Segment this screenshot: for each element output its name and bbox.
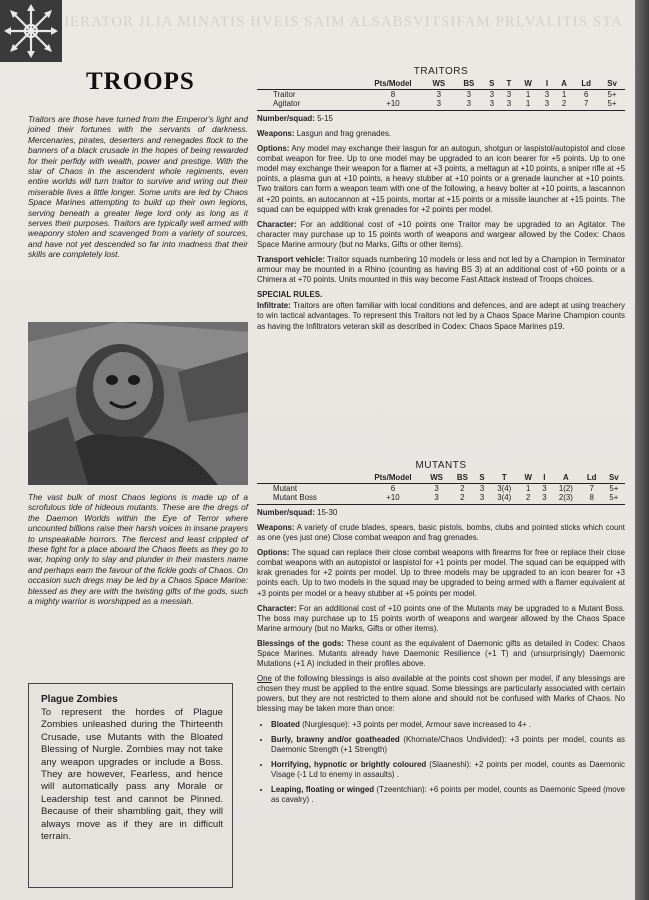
stat-cell: 3 — [542, 483, 547, 493]
stat-cell: 3 — [434, 483, 439, 493]
stat-cell: 3 — [542, 493, 547, 503]
stat-header: Sv — [603, 473, 625, 483]
stat-cell: 5+ — [609, 483, 619, 493]
stat-cell: 2 — [526, 493, 531, 503]
stat-header: S — [475, 473, 490, 483]
chaos-star-icon — [4, 4, 58, 58]
stat-cell: 3 — [434, 493, 439, 503]
traitors-intro-text: Traitors are those have turned from the Emperor's light and joined their fortunes with the servants of darkness. Mercenaries, pirates, deserters and renegades flock to the banners of a black crusade in the hopes of being rewarded for their perfidy with wealth, power and prestige. With the star of Chaos in the ascendent whole regiments, even entire worlds will turn traitor to survive and wring out their miserable lives a little longer. Some units are led by Chaos Space Marines attempting to build up their own legions, serving beneath a greater liege lord only as long as it serves their purposes. Traitors are typically well armed with weaponry stolen and scavenged from a variety of sources, and have not yet descended so far into madness that their skills are completely lost. — [28, 114, 248, 260]
table-row — [257, 89, 625, 99]
plague-zombies-title: Plague Zombies — [41, 694, 118, 705]
stat-header-row — [257, 473, 625, 483]
table-divider — [257, 110, 625, 111]
list-item: • Bloated (Nurglesque): +3 points per model, Armour save increased to 4+ . — [271, 720, 625, 730]
stat-header: Pts/Model — [363, 473, 423, 483]
stat-cell: 5+ — [607, 89, 617, 99]
blessings-list — [257, 720, 625, 806]
stat-header: BS — [455, 79, 483, 89]
stat-header: S — [483, 79, 501, 89]
mutants-title: MUTANTS — [415, 460, 467, 471]
stat-cell: 7 — [583, 99, 589, 109]
stat-header: W — [517, 79, 539, 89]
stat-cell: 8 — [390, 89, 396, 99]
stat-cell: 3 — [506, 99, 512, 109]
stat-header: Ld — [581, 473, 603, 483]
stat-cell: 3 — [466, 89, 472, 99]
mutants-stat-table — [257, 473, 625, 503]
traitors-section — [257, 67, 625, 337]
stat-cell: 1 — [525, 89, 531, 99]
traitors-character: Character: For an additional cost of +10 points one Traitor may be upgraded to an Agitator. The character may purchase up to 15 points worth of weapons and wargear allowed by the Codex: Chaos Space Marine armoury (but no Marks, Gifts or other items). — [257, 219, 625, 249]
stat-cell: 3 — [544, 89, 550, 99]
mutants-intro-text: The vast bulk of most Chaos legions is made up of a scrofulous tide of hideous mutants. These are the dregs of the Daemon Worlds within the Eye of Terror where uncounted billions raise their harsh voices in insane prayers to unspeakable horrors. The fiercest and least crippled of these fight for a place aboard the Chaos fleets as they go to war, hoping only to slay and plunder in their masters name and perhaps earn the favour of the fickle gods of Chaos. On occasion such dregs may be led by a Chaos Space Marine: blessed as they are with the twisting gifts of the gods, such a mighty warrior is worshipped as a messiah. — [28, 492, 249, 607]
plague-zombies-box — [28, 683, 233, 888]
stat-cell: 1 — [561, 89, 567, 99]
stat-cell: 3 — [506, 89, 512, 99]
stat-cell: 3 — [479, 483, 485, 493]
mutants-weapons: Weapons: A variety of crude blades, spears, basic pistols, bombs, clubs and pointed sticks which count as one (yes just one) Close combat weapon and frag grenades. — [257, 522, 625, 543]
background-watermark-text: IERATOR JLIA MINATIS HVEIS SAIM ALSABSVITSIFAM PRLVALITIS STA — [64, 14, 623, 30]
stat-cell: Agitator — [273, 99, 301, 109]
traitors-stat-table — [257, 79, 625, 109]
stat-header-row — [257, 79, 625, 89]
mutants-character: Character: For an additional cost of +10 points one of the Mutants may be upgraded to a Mutant Boss. The boss may purchase up to 15 points worth of weapons and wargear allowed by the Chaos Space Marine armoury (but no Marks, Gifts or other items). — [257, 603, 625, 633]
chaos-star-emblem — [0, 0, 62, 62]
stat-header: Sv — [599, 79, 625, 89]
mutants-blessing-choice: One of the following blessings is also available at the points cost shown per model, if any blessings are chosen they must be applied to the entire squad. Some blessings are particularly associated with certain powers, but they are not restricted to them alone and should not be confused with Marks of Chaos. No blessing may be taken more than once: — [257, 674, 625, 714]
stat-cell: 3 — [489, 89, 494, 99]
traitors-options: Options: Any model may exchange their lasgun for an autogun, shotgun or laspistol/autopistol and close combat weapon for free. Up to one model may be upgraded to an icon bearer for +5 points. Up to one model may exchange their weapon for a flamer at +3 points, a meltagun at +10 points, a sniper rifle at +5 points, a plasma gun at +10 points, a heavy stubber at +10 points or a grenade launcher at +10 points. Two traitors can form a weapon team with one of the following, a heavy bolter at +10 points, a lascannon at +20 points, an autocannon at +15 points, mortar at +15 points or a missile launcher at +15 points. The squad can be equipped with krak grenades for +2 points per model. — [257, 144, 625, 214]
stat-header-name — [257, 473, 363, 483]
stat-cell: +10 — [386, 99, 400, 109]
list-item: • Leaping, floating or winged (Tzeentchian): +6 points per model, counts as Daemonic Speed (move as cavalry) . — [271, 785, 625, 805]
stat-header: BS — [450, 473, 474, 483]
plague-zombies-text: To represent the hordes of Plague Zombies unleashed during the Thirteenth Crusade, use Mutants with the Bloated Blessing of Nurgle. Zombies may not take any weapon upgrades or include a Boss. They are however, Fearless, and hence will automatically pass any Morale or Leadership test and cannot be Pinned. Because of their shambling gait, they will always move as if they are in difficult terrain. — [41, 707, 223, 843]
stat-cell: 3(4) — [497, 483, 512, 493]
mutants-options: Options: The squad can replace their close combat weapons with firearms for free or replace their close combat weapons with an autopistol or laspistol for +1 points per model. The squad can be equipped with krak grenades for +2 points per model. Up to three models may be upgraded to an icon bearer for +3 points each. Up to two models in the squad may be upgraded to being armed with a flamer equivalent at +3 points per model or a heavy stubber at +5 points per model. — [257, 548, 625, 598]
stat-cell: 6 — [390, 483, 396, 493]
stat-cell: 3 — [436, 99, 442, 109]
stat-cell: 3 — [544, 99, 550, 109]
stat-header: Pts/Model — [363, 79, 423, 89]
stat-cell: 7 — [589, 483, 594, 493]
stat-header: WS — [423, 79, 455, 89]
stat-cell: Traitor — [273, 89, 296, 99]
traitors-weapons: Weapons: Lasgun and frag grenades. — [257, 128, 392, 138]
stat-header: T — [490, 473, 519, 483]
stat-cell: 2 — [460, 483, 465, 493]
list-item: • Horrifying, hypnotic or brightly coloured (Slaaneshi): +2 points per model, counts as Daemonic Visage (-1 Ld to enemy in assaults) . — [271, 760, 625, 780]
stat-header: Ld — [573, 79, 599, 89]
stat-header: W — [519, 473, 538, 483]
stat-cell: 8 — [589, 493, 594, 503]
stat-cell: 3(4) — [497, 493, 512, 503]
mutants-blessings: Blessings of the gods: These count as the equivalent of Daemonic gifts as detailed in Codex: Chaos Space Marines. Mutants already have Daemonic Resilience (+1 T) and (unsurprisingly) Daemonic Mutations (+1 A) included in their profiles above. — [257, 638, 625, 669]
stat-header: WS — [423, 473, 450, 483]
stat-header: T — [501, 79, 518, 89]
traitors-title: TRAITORS — [413, 66, 469, 77]
stat-header: I — [539, 79, 555, 89]
stat-header: I — [538, 473, 552, 483]
stat-cell: Mutant — [273, 483, 298, 493]
table-row — [257, 99, 625, 109]
table-row — [257, 493, 625, 503]
mutants-section — [257, 461, 625, 810]
stat-cell: 5+ — [609, 493, 619, 503]
stat-cell: 1 — [526, 483, 531, 493]
stat-cell: 6 — [583, 89, 589, 99]
traitors-squad-size: Number/squad: 5-15 — [257, 113, 333, 123]
stat-cell: 3 — [436, 89, 442, 99]
stat-cell: 2 — [460, 493, 465, 503]
stat-header: A — [555, 79, 573, 89]
stat-cell: Mutant Boss — [273, 493, 317, 503]
stat-cell: 3 — [489, 99, 494, 109]
stat-cell: 3 — [466, 99, 472, 109]
page-edge-bar — [635, 0, 649, 900]
special-rules-heading: SPECIAL RULES. — [257, 290, 323, 300]
stat-cell: 1 — [525, 99, 531, 109]
traitors-transport: Transport vehicle: Traitor squads numbering 10 models or less and not led by a Champion in Terminator armour may be mounted in a Rhino (counting as having BS 3) at an additional cost of +50 points or a Chimera at +70 points. Units mounted in this way become Fast Attack instead of Troops choices. — [257, 255, 625, 285]
stat-cell: 1(2) — [558, 483, 573, 493]
stat-cell: 3 — [479, 493, 485, 503]
stat-cell: +10 — [386, 493, 400, 503]
mutants-squad-size: Number/squad: 15-30 — [257, 507, 338, 517]
stat-header: A — [551, 473, 580, 483]
stat-cell: 2 — [561, 99, 567, 109]
page-title: TROOPS — [86, 68, 195, 95]
list-item: • Burly, brawny and/or goatheaded (Khornate/Chaos Undivided): +3 points per model, counts as Daemonic Strength (+1 Strength) — [271, 735, 625, 755]
traitors-infiltrate: Infiltrate: Traitors are often familiar with local conditions and defences, and are adept at using treachery to win tactical advantages. To represent this Traitors not led by a Chaos Space Marine Champion counts as having the Infiltrators veteran skill as described in Codex: Chaos Space Marines p19. — [257, 301, 625, 331]
table-row — [257, 483, 625, 493]
stat-header-name — [257, 79, 363, 89]
stat-cell: 2(3) — [558, 493, 573, 503]
stat-cell: 5+ — [607, 99, 617, 109]
traitor-illustration — [28, 322, 248, 485]
table-divider — [257, 504, 625, 505]
